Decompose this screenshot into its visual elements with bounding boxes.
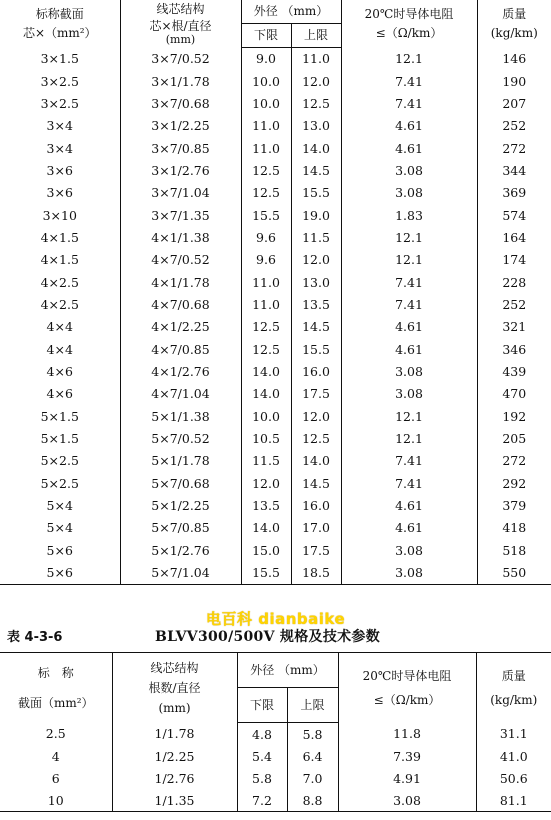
cell-mass: 379 [477, 494, 551, 516]
cell-structure: 1/1.78 [112, 723, 237, 746]
cell-mass: 41.0 [476, 745, 551, 767]
cell-section: 6 [51, 770, 60, 786]
cell-od-upper: 15.5 [291, 182, 341, 204]
cell-od-upper: 13.0 [291, 271, 341, 293]
header-resistance: 20℃时导体电阻 ≤（Ω/km） [338, 653, 476, 723]
table-row [0, 472, 551, 494]
cell-od-upper: 12.0 [291, 405, 341, 427]
cell-resistance: 4.61 [341, 517, 477, 539]
cell-mass: 346 [477, 338, 551, 360]
cell-section: 5×4 [46, 520, 73, 536]
cell-mass: 164 [477, 226, 551, 248]
table-row [0, 360, 551, 382]
cell-od-lower: 12.5 [241, 316, 291, 338]
cell-od-lower: 7.2 [237, 789, 287, 812]
table-caption [0, 610, 551, 647]
cell-resistance: 7.41 [341, 472, 477, 494]
cell-od-lower: 15.5 [241, 204, 291, 226]
cell-structure: 5×1/2.76 [120, 539, 241, 561]
cell-section: 4×1.5 [40, 252, 79, 268]
cell-od-lower: 12.5 [241, 159, 291, 181]
header-outer-diameter: 外径 （mm） [241, 0, 341, 23]
cell-resistance: 7.39 [338, 745, 476, 767]
table-row [0, 271, 551, 293]
cell-section: 10 [0, 789, 112, 812]
table-row [0, 70, 551, 92]
cell-od-upper: 17.5 [291, 539, 341, 561]
cell-od-lower: 15.5 [241, 561, 291, 584]
cell-section: 5×2.5 [40, 453, 79, 469]
cell-mass: 292 [477, 472, 551, 494]
cell-structure: 5×1/1.38 [120, 405, 241, 427]
cell-structure: 5×7/0.85 [120, 517, 241, 539]
cell-structure: 4×1/2.76 [120, 360, 241, 382]
cell-od-upper: 13.0 [291, 115, 341, 137]
cell-structure: 3×1/2.76 [120, 159, 241, 181]
cell-od-upper: 6.4 [287, 745, 338, 767]
cell-mass: 470 [477, 383, 551, 405]
cell-resistance: 3.08 [341, 383, 477, 405]
cell-resistance: 7.41 [341, 293, 477, 315]
header-section: 标称截面 芯×（mm²） [22, 6, 97, 40]
table-number: 表 4-3-6 [7, 630, 63, 645]
cell-od-upper: 12.5 [291, 427, 341, 449]
cell-mass: 272 [477, 137, 551, 159]
cell-od-lower: 9.6 [241, 249, 291, 271]
table-row [0, 745, 551, 767]
cell-structure: 1/2.76 [112, 767, 237, 789]
cell-structure: 5×7/0.68 [120, 472, 241, 494]
header-section: 标 称 截面（mm²） [17, 665, 94, 710]
cell-mass: 518 [477, 539, 551, 561]
watermark-logo: 电百科 dianbaike [206, 610, 346, 628]
cell-od-lower: 11.0 [241, 271, 291, 293]
cell-od-upper: 11.5 [291, 226, 341, 248]
cell-structure: 3×7/0.52 [120, 47, 241, 70]
cell-structure: 3×7/1.04 [120, 182, 241, 204]
cell-od-upper: 15.5 [291, 338, 341, 360]
table-row [0, 47, 551, 70]
cell-structure: 1/2.25 [112, 745, 237, 767]
cell-od-lower: 4.8 [237, 723, 287, 746]
cell-mass: 252 [477, 115, 551, 137]
header-resistance: 20℃时导体电阻 ≤（Ω/km） [341, 0, 477, 47]
cell-od-upper: 17.0 [291, 517, 341, 539]
table-row [0, 92, 551, 114]
cell-od-upper: 11.0 [291, 47, 341, 70]
cell-od-upper: 5.8 [287, 723, 338, 746]
cell-mass: 192 [477, 405, 551, 427]
cell-structure: 4×7/1.04 [120, 383, 241, 405]
cell-od-lower: 5.8 [237, 767, 287, 789]
cell-structure: 4×7/0.68 [120, 293, 241, 315]
cell-od-lower: 10.5 [241, 427, 291, 449]
cell-resistance: 12.1 [341, 249, 477, 271]
table-row [0, 204, 551, 226]
cell-section: 5×6 [0, 561, 120, 584]
cell-od-upper: 14.5 [291, 316, 341, 338]
cell-mass: 190 [477, 70, 551, 92]
cell-section: 3×2.5 [40, 73, 79, 89]
cell-od-upper: 17.5 [291, 383, 341, 405]
cell-mass: 31.1 [476, 723, 551, 746]
table-row [0, 450, 551, 472]
cell-od-upper: 14.5 [291, 472, 341, 494]
cell-od-lower: 10.0 [241, 405, 291, 427]
cell-section: 4 [51, 748, 60, 764]
cell-section: 3×1.5 [40, 50, 79, 66]
cell-section: 4×6 [46, 363, 73, 379]
cell-resistance: 4.61 [341, 115, 477, 137]
cell-resistance: 3.08 [341, 360, 477, 382]
cell-od-upper: 14.5 [291, 159, 341, 181]
cell-resistance: 12.1 [341, 405, 477, 427]
table-row [0, 494, 551, 516]
cell-od-lower: 15.0 [241, 539, 291, 561]
cell-od-lower: 14.0 [241, 517, 291, 539]
table-row [0, 316, 551, 338]
table-row [0, 405, 551, 427]
cell-od-upper: 16.0 [291, 360, 341, 382]
table-row [0, 115, 551, 137]
cell-resistance: 7.41 [341, 450, 477, 472]
cell-mass: 272 [477, 450, 551, 472]
cell-od-upper: 12.5 [291, 92, 341, 114]
cell-od-upper: 12.0 [291, 249, 341, 271]
header-lower: 下限 [241, 23, 291, 47]
header-outer-diameter: 外径 （mm） [237, 653, 338, 688]
cell-od-upper: 8.8 [287, 789, 338, 812]
cell-mass: 50.6 [476, 767, 551, 789]
cell-resistance: 3.08 [338, 789, 476, 812]
table-row [0, 561, 551, 584]
cell-structure: 3×7/1.35 [120, 204, 241, 226]
header-lower: 下限 [237, 688, 287, 723]
cell-od-upper: 13.5 [291, 293, 341, 315]
table-row [0, 159, 551, 181]
cell-resistance: 12.1 [341, 226, 477, 248]
cell-resistance: 4.61 [341, 494, 477, 516]
table-row [0, 767, 551, 789]
cell-od-lower: 9.0 [241, 47, 291, 70]
cell-od-upper: 14.0 [291, 450, 341, 472]
cell-resistance: 3.08 [341, 561, 477, 584]
cell-resistance: 12.1 [341, 427, 477, 449]
table-row [0, 789, 551, 812]
cell-resistance: 7.41 [341, 271, 477, 293]
cell-resistance: 4.91 [338, 767, 476, 789]
cell-resistance: 7.41 [341, 70, 477, 92]
table-title: BLVV300/500V 规格及技术参数 [155, 629, 381, 645]
cell-od-lower: 11.0 [241, 293, 291, 315]
cell-od-lower: 10.0 [241, 92, 291, 114]
table-row [0, 249, 551, 271]
cell-section: 4×6 [46, 386, 73, 402]
cell-od-lower: 13.5 [241, 494, 291, 516]
cell-section: 5×4 [46, 498, 73, 514]
cell-resistance: 4.61 [341, 316, 477, 338]
cell-structure: 1/1.35 [112, 789, 237, 812]
cell-structure: 5×1/1.78 [120, 450, 241, 472]
cell-structure: 4×7/0.85 [120, 338, 241, 360]
cell-mass: 81.1 [476, 789, 551, 812]
cell-structure: 5×7/0.52 [120, 427, 241, 449]
spec-table-lower [0, 652, 551, 812]
cell-mass: 344 [477, 159, 551, 181]
table-row [0, 539, 551, 561]
cell-structure: 3×7/0.68 [120, 92, 241, 114]
cell-mass: 439 [477, 360, 551, 382]
cell-section: 5×2.5 [40, 475, 79, 491]
cell-od-lower: 12.0 [241, 472, 291, 494]
header-mass: 质量 (kg/km) [477, 0, 551, 47]
header-upper: 上限 [291, 23, 341, 47]
cell-mass: 369 [477, 182, 551, 204]
cell-od-lower: 12.5 [241, 338, 291, 360]
cell-section: 4×4 [46, 341, 73, 357]
header-mass: 质量 (kg/km) [476, 653, 551, 723]
cell-resistance: 11.8 [338, 723, 476, 746]
cell-resistance: 3.08 [341, 182, 477, 204]
cell-structure: 5×7/1.04 [120, 561, 241, 584]
cell-section: 5×1.5 [40, 408, 79, 424]
cell-resistance: 3.08 [341, 159, 477, 181]
table-row [0, 517, 551, 539]
cell-resistance: 12.1 [341, 47, 477, 70]
cell-section: 3×6 [46, 185, 73, 201]
table-row [0, 338, 551, 360]
cell-resistance: 1.83 [341, 204, 477, 226]
cell-mass: 205 [477, 427, 551, 449]
cell-structure: 5×1/2.25 [120, 494, 241, 516]
cell-section: 5×1.5 [40, 431, 79, 447]
cell-section: 4×2.5 [40, 296, 79, 312]
cell-section: 5×6 [46, 542, 73, 558]
cell-mass: 252 [477, 293, 551, 315]
cell-section: 3×4 [46, 140, 73, 156]
cell-od-lower: 9.6 [241, 226, 291, 248]
cell-od-lower: 10.0 [241, 70, 291, 92]
table-row [0, 293, 551, 315]
cell-od-lower: 11.0 [241, 137, 291, 159]
table-row [0, 182, 551, 204]
cell-structure: 4×7/0.52 [120, 249, 241, 271]
cell-section: 3×4 [46, 118, 73, 134]
cell-structure: 3×1/2.25 [120, 115, 241, 137]
cell-structure: 4×1/2.25 [120, 316, 241, 338]
cell-section: 3×6 [46, 162, 73, 178]
cell-resistance: 4.61 [341, 137, 477, 159]
cell-section: 2.5 [45, 726, 66, 742]
cell-section: 3×10 [42, 207, 77, 223]
header-structure: 线芯结构 根数/直径 (mm) [112, 653, 237, 723]
cell-mass: 146 [477, 47, 551, 70]
cell-mass: 418 [477, 517, 551, 539]
cell-od-upper: 14.0 [291, 137, 341, 159]
cell-mass: 321 [477, 316, 551, 338]
cell-od-lower: 12.5 [241, 182, 291, 204]
table-row [0, 427, 551, 449]
cell-od-upper: 16.0 [291, 494, 341, 516]
cell-od-lower: 11.0 [241, 115, 291, 137]
cell-structure: 3×1/1.78 [120, 70, 241, 92]
table-row [0, 137, 551, 159]
table-row [0, 383, 551, 405]
cell-mass: 174 [477, 249, 551, 271]
header-upper: 上限 [287, 688, 338, 723]
cell-od-lower: 14.0 [241, 360, 291, 382]
cell-section: 4×4 [46, 319, 73, 335]
cell-resistance: 7.41 [341, 92, 477, 114]
header-structure: 线芯结构 芯×根/直径 (mm) [120, 0, 241, 47]
cell-section: 3×2.5 [40, 95, 79, 111]
cell-od-lower: 11.5 [241, 450, 291, 472]
cell-mass: 228 [477, 271, 551, 293]
cell-od-lower: 5.4 [237, 745, 287, 767]
table-row [0, 723, 551, 746]
cell-section: 4×1.5 [40, 229, 79, 245]
cell-structure: 3×7/0.85 [120, 137, 241, 159]
cell-structure: 4×1/1.78 [120, 271, 241, 293]
cell-mass: 550 [477, 561, 551, 584]
cell-od-upper: 19.0 [291, 204, 341, 226]
cell-mass: 207 [477, 92, 551, 114]
cell-mass: 574 [477, 204, 551, 226]
table-row [0, 226, 551, 248]
cell-od-upper: 7.0 [287, 767, 338, 789]
cell-od-upper: 12.0 [291, 70, 341, 92]
cell-resistance: 4.61 [341, 338, 477, 360]
cell-od-lower: 14.0 [241, 383, 291, 405]
cell-resistance: 3.08 [341, 539, 477, 561]
cell-section: 4×2.5 [40, 274, 79, 290]
cell-od-upper: 18.5 [291, 561, 341, 584]
cell-structure: 4×1/1.38 [120, 226, 241, 248]
